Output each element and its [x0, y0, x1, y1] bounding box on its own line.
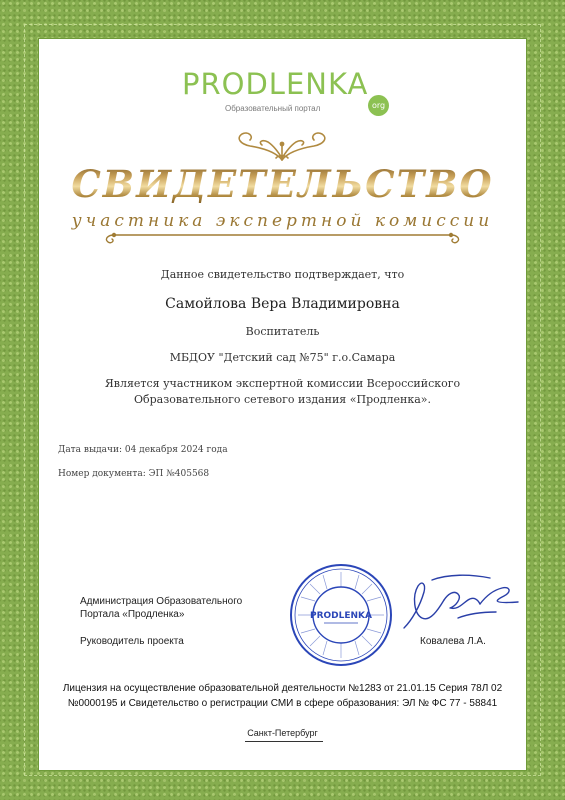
administration-label: Администрация Образовательного Портала «Продленка» [80, 596, 243, 620]
handwritten-signature [398, 570, 523, 636]
logo-wordmark: PRODLENKA [182, 67, 369, 101]
prodlenka-logo [182, 68, 392, 118]
logo-tagline: Образовательный портал [225, 104, 321, 113]
recipient-organization: МБДОУ "Детский сад №75" г.о.Самара [169, 351, 396, 364]
logo-org-badge: org [368, 95, 389, 116]
city-underline [245, 741, 323, 742]
official-stamp-seal [288, 562, 394, 668]
manager-title: Руководитель проекта [80, 636, 184, 647]
stamp-center-text: PRODLENKA [309, 611, 373, 621]
confirmation-text: Данное свидетельство подтверждает, что [160, 268, 405, 281]
certificate-subtitle: участника экспертной комиссии [71, 211, 494, 231]
flourish-dot [280, 142, 285, 147]
document-number: Номер документа: ЭП №405568 [58, 469, 210, 479]
top-flourish-ornament [232, 122, 332, 164]
certificate-statement: Является участником экспертной комиссии Всероссийского Образовательного сетевого издания «Продленка». [104, 377, 461, 406]
recipient-full-name: Самойлова Вера Владимировна [165, 296, 400, 312]
certificate-title: СВИДЕТЕЛЬСТВО [0, 160, 565, 208]
city-name: Санкт-Петербург [247, 728, 318, 738]
signer-name: Ковалева Л.А. [420, 636, 486, 647]
license-statement: Лицензия на осуществление образовательной деятельности №1283 от 21.01.15 Серия 78Л 02 №0000195 и Свидетельство о регистрации СМИ в сфере образования: ЭЛ № ФС 77 - 58841 [62, 683, 503, 709]
issue-date: Дата выдачи: 04 декабря 2024 года [58, 445, 228, 455]
recipient-position: Воспитатель [245, 325, 320, 338]
subtitle-underline-ornament [100, 229, 465, 249]
